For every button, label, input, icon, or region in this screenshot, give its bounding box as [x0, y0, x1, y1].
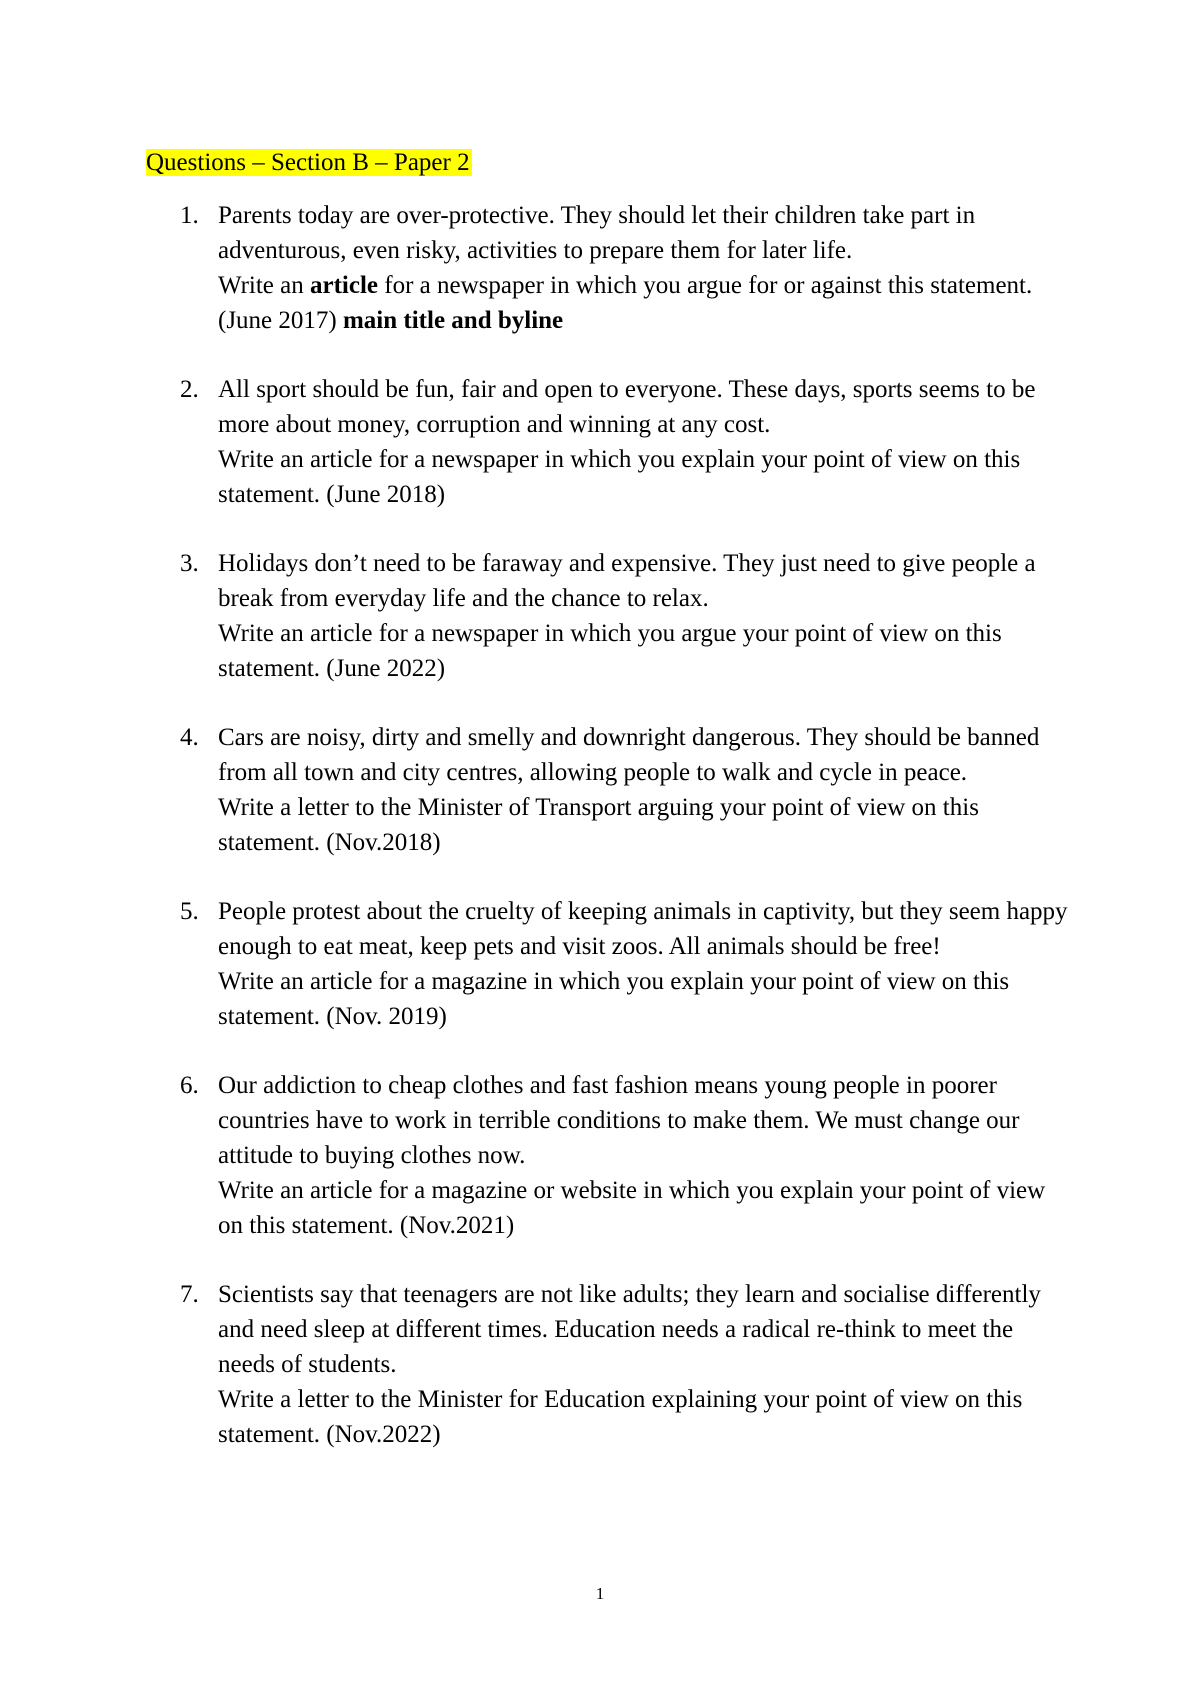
page-number: 1: [595, 1584, 605, 1603]
question-task: Write an article for a magazine or website in which you explain your point of view on this statement. (Nov.2021): [218, 1177, 1046, 1239]
question-body: [218, 546, 1068, 686]
question-number: 7.: [180, 1281, 199, 1308]
question-body: [218, 720, 1068, 860]
question-task: [218, 268, 1068, 338]
question-statement: Cars are noisy, dirty and smelly and downright dangerous. They should be banned from all town and city centres, allowing people to walk and cycle in peace.: [218, 724, 1040, 786]
task-bold-text: article: [310, 272, 379, 299]
question-item-5: [0, 894, 1200, 1034]
question-item-3: [0, 546, 1200, 686]
question-number: 4.: [180, 724, 199, 751]
question-item-1: [0, 198, 1200, 338]
question-statement: All sport should be fun, fair and open to everyone. These days, sports seems to be more about money, corruption and winning at any cost.: [218, 376, 1036, 438]
question-item-4: [0, 720, 1200, 860]
question-statement: Scientists say that teenagers are not like adults; they learn and socialise differently and need sleep at different times. Education needs a radical re-think to meet the needs of students.: [218, 1281, 1041, 1378]
question-list: [0, 198, 1200, 1486]
question-item-2: [0, 372, 1200, 512]
question-body: [218, 1277, 1068, 1452]
question-body: [218, 894, 1068, 1034]
page-heading: [146, 147, 472, 179]
question-number: 2.: [180, 376, 199, 403]
question-item-7: [0, 1277, 1200, 1452]
question-number: 1.: [180, 202, 199, 229]
task-bold-note: main title and byline: [342, 307, 564, 334]
question-item-6: [0, 1068, 1200, 1243]
question-statement: Parents today are over-protective. They should let their children take part in adventurous, even risky, activities to prepare them for later life.: [218, 202, 976, 264]
question-number: 5.: [180, 898, 199, 925]
question-task: Write a letter to the Minister for Education explaining your point of view on this statement. (Nov.2022): [218, 1386, 1023, 1448]
task-text: Write an: [218, 272, 311, 299]
question-number: 6.: [180, 1072, 199, 1099]
heading-highlight: Questions – Section B – Paper 2: [146, 149, 470, 176]
question-number: 3.: [180, 550, 199, 577]
question-body: [218, 1068, 1068, 1243]
question-task: Write a letter to the Minister of Transport arguing your point of view on this statement. (Nov.2018): [218, 794, 979, 856]
question-task: Write an article for a newspaper in which you argue your point of view on this statement. (June 2022): [218, 620, 1002, 682]
question-statement: Our addiction to cheap clothes and fast fashion means young people in poorer countries have to work in terrible conditions to make them. We must change our attitude to buying clothes now.: [218, 1072, 1020, 1169]
question-body: [218, 372, 1068, 512]
question-task: Write an article for a newspaper in which you explain your point of view on this statement. (June 2018): [218, 446, 1021, 508]
question-task: Write an article for a magazine in which you explain your point of view on this statement. (Nov. 2019): [218, 968, 1010, 1030]
question-statement: Holidays don’t need to be faraway and expensive. They just need to give people a break from everyday life and the chance to relax.: [218, 550, 1036, 612]
question-statement: People protest about the cruelty of keeping animals in captivity, but they seem happy enough to eat meat, keep pets and visit zoos. All animals should be free!: [218, 898, 1068, 960]
task-text: for a newspaper in which you argue for or against this statement. (June 2017): [218, 272, 1033, 334]
question-body: [218, 198, 1068, 338]
